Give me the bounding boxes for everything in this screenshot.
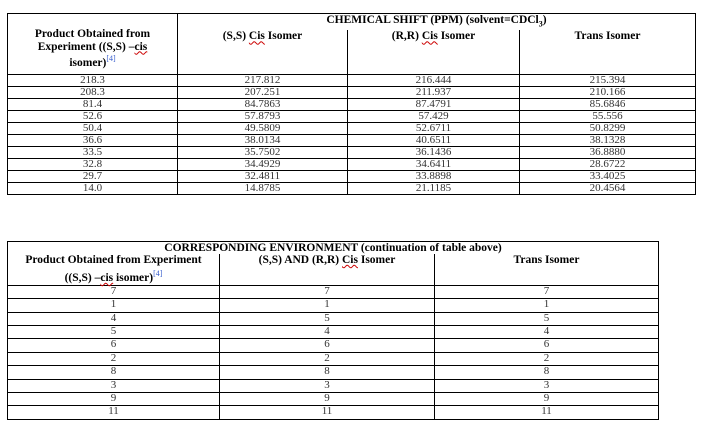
table-cell: 21.1185 — [348, 183, 520, 195]
table-cell: 50.8299 — [520, 123, 696, 135]
table-cell: 7 — [8, 285, 220, 298]
table-row — [8, 379, 659, 392]
table-cell: 34.4929 — [178, 159, 348, 171]
table-row — [8, 285, 659, 298]
table-row — [8, 123, 696, 135]
table-cell: 32.8 — [8, 159, 178, 171]
table-cell: 6 — [220, 339, 435, 352]
table-cell: 3 — [220, 379, 435, 392]
t2-col2-header: (S,S) AND (R,R) Cis Isomer — [220, 254, 435, 285]
table-row — [8, 159, 696, 171]
table-cell: 84.7863 — [178, 99, 348, 111]
table-cell: 11 — [435, 406, 659, 419]
t1-col4-header: Trans Isomer — [520, 30, 696, 75]
table-cell: 33.5 — [8, 147, 178, 159]
chemical-shift-table — [7, 13, 696, 195]
table-cell: 2 — [8, 352, 220, 365]
table-cell: 8 — [8, 366, 220, 379]
table-cell: 20.4564 — [520, 183, 696, 195]
table-row — [8, 352, 659, 365]
table-row — [8, 75, 696, 87]
table-cell: 8 — [220, 366, 435, 379]
table-cell: 38.0134 — [178, 135, 348, 147]
table-cell: 5 — [8, 326, 220, 339]
t2-title: CORRESPONDING ENVIRONMENT (continuation of table above) — [8, 242, 659, 255]
table-cell: 217.812 — [178, 75, 348, 87]
t1-col2-header: (S,S) Cis Isomer — [178, 30, 348, 75]
t1-title: CHEMICAL SHIFT (PPM) (solvent=CDCl$_3$) — [178, 14, 696, 31]
table-cell: 5 — [220, 312, 435, 325]
table-cell: 207.251 — [178, 87, 348, 99]
table-cell: 52.6 — [8, 111, 178, 123]
table-row — [8, 312, 659, 325]
table-cell: 216.444 — [348, 75, 520, 87]
table-cell: 4 — [435, 326, 659, 339]
table-cell: 11 — [220, 406, 435, 419]
t2-col1-header: Product Obtained from Experiment ((S,S) –cis isomer)[4] — [8, 254, 220, 285]
table-cell: 50.4 — [8, 123, 178, 135]
table-row — [8, 366, 659, 379]
t1-col3-header: (R,R) Cis Isomer — [348, 30, 520, 75]
table-cell: 40.6511 — [348, 135, 520, 147]
table-cell: 52.6711 — [348, 123, 520, 135]
table-cell: 6 — [8, 339, 220, 352]
table-row — [8, 299, 659, 312]
table-cell: 34.6411 — [348, 159, 520, 171]
table-cell: 57.429 — [348, 111, 520, 123]
table-cell: 49.5809 — [178, 123, 348, 135]
table-row — [8, 392, 659, 405]
table-cell: 211.937 — [348, 87, 520, 99]
table-cell: 3 — [435, 379, 659, 392]
table-cell: 9 — [220, 392, 435, 405]
t2-col3-header: Trans Isomer — [435, 254, 659, 285]
table-cell: 9 — [435, 392, 659, 405]
table-cell: 8 — [435, 366, 659, 379]
table-cell: 14.0 — [8, 183, 178, 195]
table-cell: 2 — [220, 352, 435, 365]
t1-col1-header: Product Obtained from Experiment ((S,S) –cis isomer)[4] — [8, 14, 178, 75]
table-cell: 38.1328 — [520, 135, 696, 147]
table-cell: 4 — [220, 326, 435, 339]
table-cell: 36.6 — [8, 135, 178, 147]
table-cell: 57.8793 — [178, 111, 348, 123]
table-cell: 36.8880 — [520, 147, 696, 159]
table-cell: 208.3 — [8, 87, 178, 99]
table-row — [8, 183, 696, 195]
t1-reference-link[interactable]: [4] — [106, 54, 116, 63]
table-row — [8, 406, 659, 419]
table-cell: 1 — [435, 299, 659, 312]
table-cell: 35.7502 — [178, 147, 348, 159]
table-cell: 36.1436 — [348, 147, 520, 159]
table-cell: 81.4 — [8, 99, 178, 111]
table-cell: 4 — [8, 312, 220, 325]
table-cell: 3 — [8, 379, 220, 392]
table-row — [8, 111, 696, 123]
table-cell: 7 — [435, 285, 659, 298]
table-row — [8, 326, 659, 339]
table-cell: 28.6722 — [520, 159, 696, 171]
table-cell: 33.8898 — [348, 171, 520, 183]
table-cell: 87.4791 — [348, 99, 520, 111]
table-cell: 2 — [435, 352, 659, 365]
table-cell: 55.556 — [520, 111, 696, 123]
table-cell: 6 — [435, 339, 659, 352]
table-cell: 210.166 — [520, 87, 696, 99]
table-cell: 1 — [8, 299, 220, 312]
table-row — [8, 87, 696, 99]
table-cell: 7 — [220, 285, 435, 298]
table-cell: 29.7 — [8, 171, 178, 183]
table-row — [8, 135, 696, 147]
table-row — [8, 99, 696, 111]
table-row — [8, 339, 659, 352]
table-cell: 32.4811 — [178, 171, 348, 183]
table-cell: 14.8785 — [178, 183, 348, 195]
table-row — [8, 147, 696, 159]
table-cell: 218.3 — [8, 75, 178, 87]
corresponding-environment-table — [7, 241, 659, 420]
table-cell: 11 — [8, 406, 220, 419]
table-cell: 33.4025 — [520, 171, 696, 183]
t2-reference-link[interactable]: [4] — [153, 269, 163, 278]
table-cell: 85.6846 — [520, 99, 696, 111]
table-row — [8, 171, 696, 183]
table-cell: 9 — [8, 392, 220, 405]
table-cell: 1 — [220, 299, 435, 312]
table-cell: 5 — [435, 312, 659, 325]
table-cell: 215.394 — [520, 75, 696, 87]
